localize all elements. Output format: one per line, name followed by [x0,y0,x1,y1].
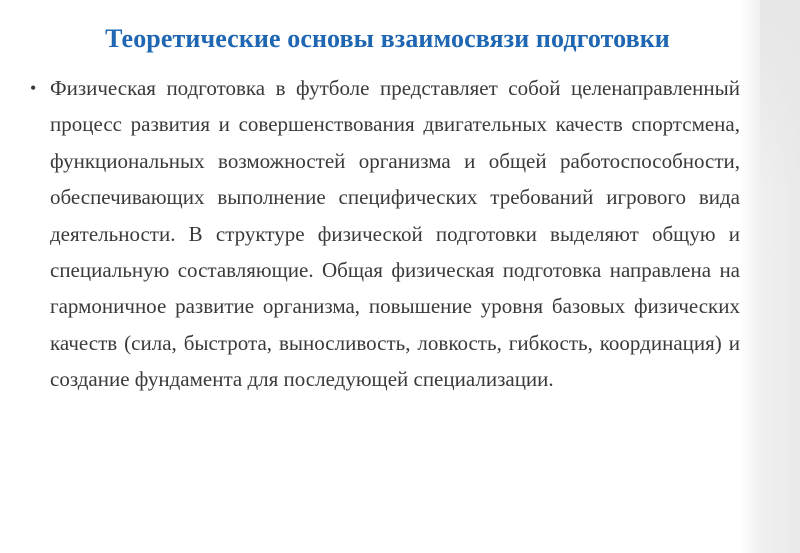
bullet-list [30,70,740,398]
slide-title: Теоретические основы взаимосвязи подготовки [105,24,670,53]
bullet-marker: • [30,78,37,98]
edge-shade [740,0,800,553]
bullet-text: Физическая подготовка в футболе представляет собой целенаправленный процесс развития и совершенствования двигательных качеств спортсмена, функциональных возможностей организма и общей работоспособности, обеспечивающих выполнение специфических требований игрового вида деятельности. В структуре физической подготовки выделяют общую и специальную составляющие. Общая физическая подготовка направлена на гармоничное развитие организма, повышение уровня базовых физических качеств (сила, быстрота, выносливость, ловкость, гибкость, координация) и создание фундамента для последующей специализации. [50,76,740,392]
bullet-item [30,70,740,398]
